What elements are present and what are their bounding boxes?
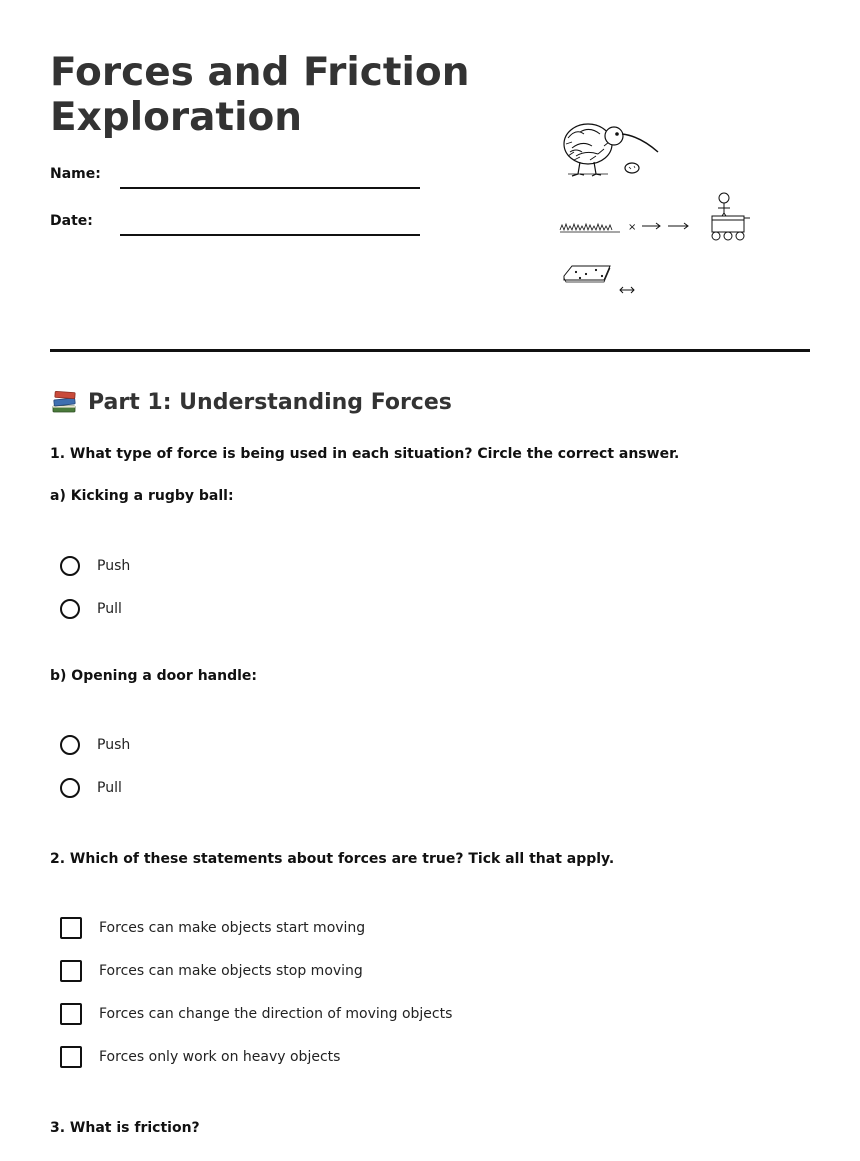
- q2-option-heavy-objects[interactable]: [60, 1045, 340, 1069]
- question-1a-label: a) Kicking a rugby ball:: [50, 488, 234, 504]
- q1a-option-pull[interactable]: [60, 597, 122, 621]
- double-arrow-icon: [620, 287, 634, 293]
- q2-option-change-direction[interactable]: [60, 1002, 452, 1026]
- kiwi-bird-icon: [564, 124, 658, 176]
- header-divider: [50, 349, 810, 352]
- checkbox[interactable]: [60, 960, 82, 982]
- radio-button[interactable]: [60, 778, 80, 798]
- name-field[interactable]: [120, 187, 420, 189]
- date-field[interactable]: [120, 234, 420, 236]
- option-label: Pull: [97, 601, 122, 617]
- child-in-cart-icon: [712, 193, 750, 240]
- option-label: Forces can make objects stop moving: [99, 963, 363, 979]
- title-line-1: Forces and Friction: [50, 50, 470, 95]
- q1b-option-push[interactable]: [60, 733, 130, 757]
- question-1b-label: b) Opening a door handle:: [50, 668, 257, 684]
- name-label: Name:: [50, 166, 101, 182]
- title-line-2: Exploration: [50, 95, 302, 140]
- date-label: Date:: [50, 213, 93, 229]
- radio-button[interactable]: [60, 556, 80, 576]
- option-label: Forces can make objects start moving: [99, 920, 366, 936]
- checkbox[interactable]: [60, 917, 82, 939]
- checkbox[interactable]: [60, 1003, 82, 1025]
- question-2: 2. Which of these statements about forces are true? Tick all that apply.: [50, 851, 615, 867]
- x-mark: ×: [628, 222, 637, 233]
- sandpaper-board-icon: [564, 266, 610, 282]
- illustrations: [550, 110, 760, 310]
- q1a-option-push[interactable]: [60, 554, 130, 578]
- option-label: Pull: [97, 780, 122, 796]
- part-1-title: Part 1: Understanding Forces: [88, 389, 452, 415]
- checkbox[interactable]: [60, 1046, 82, 1068]
- books-icon: [50, 388, 78, 416]
- radio-button[interactable]: [60, 599, 80, 619]
- q1b-option-pull[interactable]: [60, 776, 122, 800]
- option-label: Forces only work on heavy objects: [99, 1049, 341, 1065]
- option-label: Forces can change the direction of moving objects: [99, 1006, 453, 1022]
- grass-strip-icon: [560, 224, 620, 232]
- option-label: Push: [97, 558, 131, 574]
- q2-option-stop-moving[interactable]: [60, 959, 363, 983]
- question-3: 3. What is friction?: [50, 1120, 200, 1136]
- radio-button[interactable]: [60, 735, 80, 755]
- part-1-heading: [50, 388, 452, 416]
- option-label: Push: [97, 737, 131, 753]
- question-1: 1. What type of force is being used in each situation? Circle the correct answer.: [50, 446, 680, 462]
- worksheet-title: [50, 50, 470, 140]
- arrow-right-icon: [642, 223, 688, 229]
- q2-option-start-moving[interactable]: [60, 916, 365, 940]
